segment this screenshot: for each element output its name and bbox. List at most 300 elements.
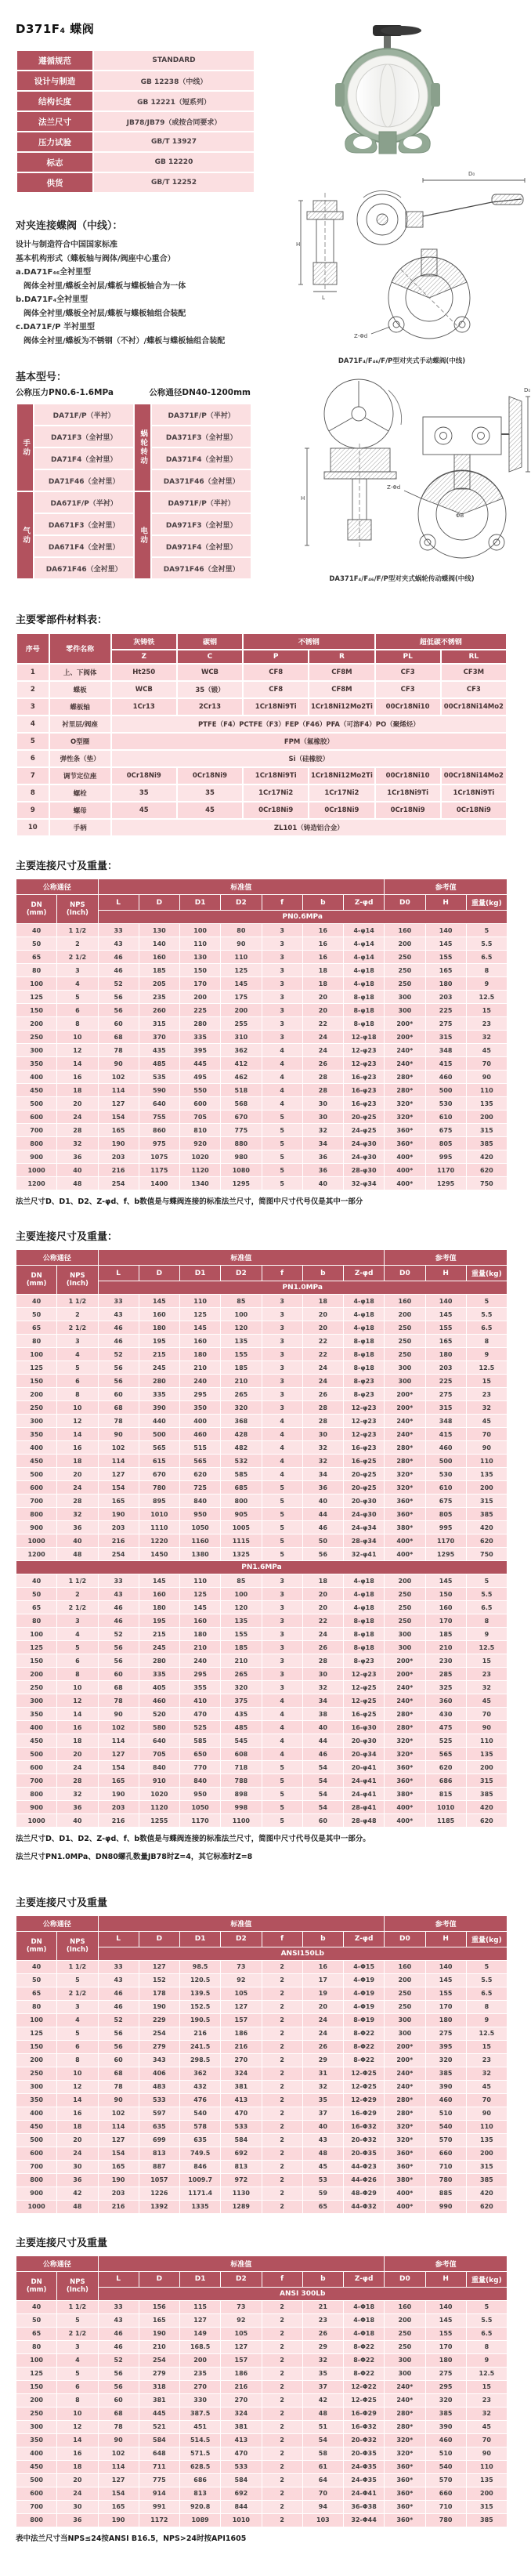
dim-cell: 250 (16, 1681, 57, 1694)
dim-cell: 315 (466, 2160, 507, 2173)
butterfly-valve-photo-graphic (318, 24, 459, 155)
dim-cell: 240* (385, 2393, 425, 2407)
dim-cell: 36 (57, 1150, 98, 1164)
column-header-line: NPS (70, 900, 85, 909)
dim-cell: 343 (139, 2053, 179, 2067)
dim-cell: 335 (180, 1031, 221, 1044)
dim-cell: 68 (98, 1681, 139, 1694)
dim-cell: 102 (98, 2107, 139, 2120)
dim-cell: 140 (425, 2300, 466, 2313)
dim-cell: 24 (57, 1761, 98, 1774)
column-header (16, 2271, 57, 2300)
dim-cell: 42 (302, 2393, 343, 2407)
standards-value: GB 12221（短系列） (93, 91, 255, 111)
dim-cell: 2 (262, 2107, 302, 2120)
dim-cell: 5 (262, 1814, 302, 1828)
dim-cell: 203 (98, 2187, 139, 2200)
dim-cell: 775 (139, 2473, 179, 2487)
model-cell: DA671F3（全衬里） (34, 513, 134, 535)
dim-cell: 190 (98, 2173, 139, 2187)
dim-cell: 2 (57, 937, 98, 951)
dim-cell: 254 (139, 2353, 179, 2367)
dim-cell: 360* (385, 1124, 425, 1137)
dim-cell: 56 (98, 1641, 139, 1654)
dim-cell: 52 (98, 2013, 139, 2027)
dim-cell: 90 (466, 2447, 507, 2460)
dim-cell: 515 (180, 1441, 221, 1455)
dim-cell: 110 (466, 1084, 507, 1097)
dim-cell: 250 (385, 1588, 425, 1601)
dim-cell: 710 (425, 2160, 466, 2173)
dim-cell: 210 (221, 1375, 262, 1388)
dim-cell: 2 1/2 (57, 951, 98, 964)
dim-cell: 597 (139, 2107, 179, 2120)
dim-cell: 155 (425, 1987, 466, 2000)
dim-cell: 390 (139, 1401, 179, 1415)
dim-cell: 4 (262, 1441, 302, 1455)
dim-cell: 52 (98, 2353, 139, 2367)
materials-cell: 1Cr17Ni2 (309, 784, 374, 802)
dim-cell: 700 (16, 1495, 57, 1508)
dim-cell: 600 (16, 2487, 57, 2500)
dim-cell: 483 (139, 2080, 179, 2093)
materials-cell: CF3 (375, 681, 441, 698)
dim-data-row (16, 1481, 508, 1495)
dim-cell: 28-φ30 (344, 1164, 385, 1177)
dim-cell: 1392 (139, 2200, 179, 2213)
dim-cell: 413 (221, 2433, 262, 2447)
dim-data-row (16, 1774, 508, 1788)
dim-cell: 165 (98, 2160, 139, 2173)
materials-cell: 0Cr18Ni9 (441, 802, 507, 819)
dim-cell: 2 (262, 2367, 302, 2380)
model-cell: DA371F3（全衬里） (151, 426, 251, 447)
dim-cell: 620 (425, 1761, 466, 1774)
dim-cell: 450 (16, 2120, 57, 2133)
pressure-band: ANSI150Lb (98, 1947, 508, 1960)
dim-cell: 813 (139, 2147, 179, 2160)
materials-cell: CF8 (243, 664, 309, 681)
dim-cell: 127 (221, 2340, 262, 2353)
dim-cell: 4 (262, 1748, 302, 1761)
dim-cell: 400 (16, 1721, 57, 1734)
dim-cell: 255 (221, 1017, 262, 1031)
dim-cell: 5 (262, 1508, 302, 1521)
dim-cell: 12.5 (466, 2027, 507, 2040)
dim-cell: 70 (466, 2093, 507, 2107)
dim-cell: 525 (425, 1734, 466, 1748)
dim-cell: 160 (385, 924, 425, 937)
dim-cell: 165 (98, 1495, 139, 1508)
dim-cell: 43 (98, 2313, 139, 2327)
dim-cell: 45 (466, 1415, 507, 1428)
dim-cell: 770 (180, 1761, 221, 1774)
dim-cell: 250 (385, 1321, 425, 1335)
dim-cell: 4 (262, 1694, 302, 1708)
dim-cell: 200* (385, 1031, 425, 1044)
column-header: H (425, 2271, 466, 2287)
dim-cell: 240 (180, 1375, 221, 1388)
dim-cell: 880 (221, 1137, 262, 1150)
dim-cell: 135 (466, 1097, 507, 1110)
dim-cell: 3 (262, 1295, 302, 1308)
drawing1-caption: DA71F₄/F₄₆/F/P型对夹式手动蝶阀(中线) (338, 357, 466, 365)
dim-cell: 4-φ14 (344, 951, 385, 964)
dim-data-row (16, 1295, 508, 1308)
dim-data-row (16, 1748, 508, 1761)
dim-cell: 145 (180, 1321, 221, 1335)
dim-cell: 50 (16, 1308, 57, 1321)
dim-cell: 64 (302, 2473, 343, 2487)
dim-cell: 521 (139, 2420, 179, 2433)
dim-cell: 813 (180, 2487, 221, 2500)
dim-cell: 428 (221, 1428, 262, 1441)
dim-cell: 324 (221, 2407, 262, 2420)
dim-cell: 16 (57, 1721, 98, 1734)
dim-cell: 110 (221, 951, 262, 964)
dim-cell: 186 (221, 2367, 262, 2380)
dim-cell: 127 (98, 1097, 139, 1110)
dim-cell: 380* (385, 1521, 425, 1534)
dim-cell: 8-φ18 (344, 1335, 385, 1348)
dim-cell: 180 (425, 2353, 466, 2367)
dim-cell: 320 (425, 2053, 466, 2067)
dim-cell: 20 (57, 1097, 98, 1110)
dim-cell: 470 (221, 2107, 262, 2120)
dim-cell: 60 (98, 2053, 139, 2067)
dim-cell: 381 (139, 2393, 179, 2407)
dim-cell: 12-φ23 (344, 1401, 385, 1415)
pressure-band: PN0.6MPa (98, 911, 508, 924)
dim-cell: 420 (466, 2187, 507, 2200)
dim-cell: 15 (466, 1004, 507, 1017)
dim-cell: 32 (302, 1681, 343, 1694)
dim-cell: 335 (139, 1388, 179, 1401)
dim-cell: 692 (221, 2147, 262, 2160)
dim-cell: 180 (425, 977, 466, 991)
dim-cell: 3 (262, 1308, 302, 1321)
dim-cell: 50 (16, 1973, 57, 1987)
dim-cell: 3 (57, 2000, 98, 2013)
dim-cell: 8 (57, 1017, 98, 1031)
dim-cell: 780 (425, 2173, 466, 2187)
dim-cell: 78 (98, 2080, 139, 2093)
materials-cell: 1Cr18Ni12Mo2Ti (309, 698, 374, 716)
dim-cell: 1120 (180, 1164, 221, 1177)
dim-cell: 5 (262, 1177, 302, 1190)
dim-cell: 200 (466, 2487, 507, 2500)
materials-row (16, 750, 507, 767)
dim-cell: 584 (139, 2433, 179, 2447)
dim-cell: 400* (385, 1548, 425, 1561)
dim-cell: 1380 (180, 1548, 221, 1561)
dim-cell: 500 (16, 1468, 57, 1481)
dim-cell: 19 (302, 1987, 343, 2000)
dim-data-row (16, 1321, 508, 1335)
dim-cell: 40 (16, 1574, 57, 1588)
dim-cell: 180 (425, 2013, 466, 2027)
dim-cell: 2 1/2 (57, 1601, 98, 1614)
dim-cell: 5 (57, 1641, 98, 1654)
dim-cell: 5 (57, 2367, 98, 2380)
dim-cell: 280* (385, 2407, 425, 2420)
dim-cell: 100 (221, 1588, 262, 1601)
dim-data-row (16, 2300, 508, 2313)
dim-cell: 28 (302, 1415, 343, 1428)
dim-cell: 16 (302, 951, 343, 964)
column-header-line: NPS (70, 2277, 85, 2286)
dim-cell: 12-φ23 (344, 1057, 385, 1071)
dim-cell: 600 (16, 2147, 57, 2160)
dim-cell: 54 (302, 1801, 343, 1814)
dim-cell: 28-φ48 (344, 1814, 385, 1828)
dim-cell: 32 (466, 2407, 507, 2420)
dim-cell: 12.5 (466, 2367, 507, 2380)
dim-cell: 385 (466, 2513, 507, 2527)
dim-cell: 150 (16, 2380, 57, 2393)
dim-cell: 415 (425, 1057, 466, 1071)
dim-cell: 580 (139, 1721, 179, 1734)
dim-cell: 805 (425, 1137, 466, 1150)
dim-cell: 20 (57, 2473, 98, 2487)
dim-cell: 755 (139, 1110, 179, 1124)
dim-cell: 1175 (139, 1164, 179, 1177)
dim-header-row (16, 1915, 508, 1931)
dim-cell: 390 (425, 2420, 466, 2433)
dim-cell: 203 (98, 1150, 139, 1164)
material-code-header: P (243, 650, 309, 664)
column-header: Z-φd (344, 2271, 385, 2287)
dim-cell: 815 (425, 1788, 466, 1801)
dim-cell: 22 (302, 1348, 343, 1361)
model-cell: DA671F4（全衬里） (34, 535, 134, 557)
dim-cell: 73 (221, 2300, 262, 2313)
dim-cell: 5 (262, 1801, 302, 1814)
dim-cell: 32 (466, 2067, 507, 2080)
dim-cell: 45 (302, 2160, 343, 2173)
dim-cell: 750 (466, 1177, 507, 1190)
column-header: D1 (180, 1266, 221, 1281)
dim-cell: 320* (385, 1748, 425, 1761)
dim-cell: 51 (302, 2420, 343, 2433)
dim-cell: 110 (466, 1734, 507, 1748)
dim-cell: 12 (57, 2080, 98, 2093)
dim-cell: 920.8 (180, 2500, 221, 2513)
dim-cell: 250 (385, 951, 425, 964)
dim-cell: 40 (302, 1177, 343, 1190)
dim-cell: 280* (385, 1071, 425, 1084)
dim-cell: 4-φ18 (344, 1321, 385, 1335)
dim-cell: 200 (180, 2353, 221, 2367)
dim-cell: 120 (221, 1601, 262, 1614)
dim-cell: 30 (302, 1110, 343, 1124)
materials-title: 主要零部件材料表： (16, 614, 108, 626)
dim-cell: 5 (262, 1761, 302, 1774)
column-header: D2 (221, 1266, 262, 1281)
materials-cell: 7 (16, 767, 49, 784)
dim-cell: 250 (16, 1031, 57, 1044)
dim-cell: 2 (262, 2093, 302, 2107)
dim-cell: 5 (262, 1495, 302, 1508)
dim-cell: 370 (139, 1031, 179, 1044)
dim-cell: 125 (221, 964, 262, 977)
dim-cell: 1295 (425, 1548, 466, 1561)
materials-cell: 1Cr18Ni9Ti (441, 784, 507, 802)
dim-cell: 800 (16, 2513, 57, 2527)
dim-cell: 2 (262, 2053, 302, 2067)
dim-cell: 1200 (16, 1548, 57, 1561)
dim-cell: 1000 (16, 2200, 57, 2213)
dim-label-zphid: Z-Φd (354, 333, 368, 339)
column-group-header: 公称通径 (16, 1915, 99, 1931)
dim-cell: 24 (57, 2487, 98, 2500)
dim-cell: 24 (302, 1628, 343, 1641)
dim-cell: 1130 (221, 2187, 262, 2200)
dim-cell: 114 (98, 1084, 139, 1097)
dim-cell: 4-Φ19 (344, 1987, 385, 2000)
dim-cell: 24-φ34 (344, 1521, 385, 1534)
dim-cell: 485 (221, 1721, 262, 1734)
dim-cell: 320* (385, 1097, 425, 1110)
dim-cell: 355 (180, 1681, 221, 1694)
dim-cell: 44 (302, 1508, 343, 1521)
dim-cell: 4-Φ19 (344, 1973, 385, 1987)
dim-cell: 195 (139, 1335, 179, 1348)
dim-cell: 16-φ23 (344, 1084, 385, 1097)
dim-cell: 648 (139, 2447, 179, 2460)
dim-cell: 190.5 (180, 2013, 221, 2027)
dim-cell: 30 (57, 2500, 98, 2513)
dim-cell: 1325 (221, 1548, 262, 1561)
column-header: D (139, 1931, 179, 1947)
dim-cell: 4 (262, 1721, 302, 1734)
dim-cell: 3 (262, 1668, 302, 1681)
dim-cell: 585 (180, 1734, 221, 1748)
dim-cell: 40 (302, 1495, 343, 1508)
dim-cell: 115 (180, 2300, 221, 2313)
dim-cell: 295 (180, 1388, 221, 1401)
dim-cell: 2 (262, 2000, 302, 2013)
dim-data-row (16, 1973, 508, 1987)
dim-cell: 20-Φ32 (344, 2433, 385, 2447)
dim-cell: 4 (57, 1348, 98, 1361)
dim-cell: 1009.7 (180, 2173, 221, 2187)
dim-cell: 100 (16, 2013, 57, 2027)
dim-cell: 2 (262, 2487, 302, 2500)
dim-cell: 14 (57, 2433, 98, 2447)
dim-cell: 5 (262, 1521, 302, 1534)
dim-cell: 10 (57, 2067, 98, 2080)
dim-data-row (16, 1508, 508, 1521)
dim-cell: 4 (262, 1428, 302, 1441)
dim-cell: 90 (466, 2107, 507, 2120)
dim-data-row (16, 2173, 508, 2187)
dim-cell: 20 (57, 1468, 98, 1481)
dim-cell: 400* (385, 1534, 425, 1548)
dim-cell: 2 (262, 2327, 302, 2340)
dim-cell: 435 (139, 1044, 179, 1057)
dim-cell: 180 (139, 1321, 179, 1335)
dim-cell: 240* (385, 2080, 425, 2093)
dim-cell: 145 (425, 937, 466, 951)
dim-cell: 127 (139, 1960, 179, 1973)
dim-cell: 165 (98, 1774, 139, 1788)
dim-cell: 5 (262, 1481, 302, 1495)
dim-cell: 1255 (139, 1814, 179, 1828)
dim-cell: 846 (180, 2160, 221, 2173)
column-group-header: 参考值 (385, 879, 508, 895)
dim-cell: 102 (98, 1441, 139, 1455)
dim-cell: 420 (466, 1521, 507, 1534)
dim-cell: 235 (180, 2367, 221, 2380)
dim-data-row (16, 1375, 508, 1388)
dim-data-row (16, 1654, 508, 1668)
column-header: H (425, 895, 466, 911)
dim-cell: 2 (262, 2160, 302, 2173)
dim-cell: 90 (98, 1428, 139, 1441)
dim-cell: 78 (98, 1044, 139, 1057)
dim-cell: 500 (16, 2133, 57, 2147)
dim-cell: 210 (139, 2340, 179, 2353)
dim-cell: 68 (98, 1031, 139, 1044)
dim-cell: 114 (98, 1734, 139, 1748)
dim-cell: 5 (262, 1534, 302, 1548)
dim-cell: 285 (425, 1668, 466, 1681)
dim-cell: 24-Φ35 (344, 2473, 385, 2487)
dim-cell: 692 (221, 2487, 262, 2500)
dim-cell: 60 (98, 1388, 139, 1401)
materials-cell: 调节定位座 (49, 767, 111, 784)
dim-cell: 1 1/2 (57, 924, 98, 937)
dim-cell: 500 (425, 1455, 466, 1468)
materials-cell: CF8 (243, 681, 309, 698)
dim-data-row (16, 2487, 508, 2500)
materials-cell: 1Cr18Ni12Mo2Ti (309, 767, 374, 784)
dim-cell: 32 (302, 1124, 343, 1137)
dim-cell: 8 (466, 964, 507, 977)
dim-cell: 125 (16, 2027, 57, 2040)
dim-cell: 43 (302, 2133, 343, 2147)
intro-line: c.DA71F/P 半衬里型 (16, 323, 95, 332)
dim-cell: 56 (302, 1548, 343, 1561)
dim-cell: 1115 (221, 1534, 262, 1548)
dim-cell: 718 (221, 1761, 262, 1774)
dim-cell: 3 (262, 991, 302, 1004)
dim-cell: 532 (221, 1455, 262, 1468)
dim-data-row (16, 2353, 508, 2367)
materials-row (16, 681, 507, 698)
dim-table-2-title: 主要连接尺寸及重量： (16, 1231, 118, 1244)
dim-table-2-note-2: 法兰尺寸PN1.0MPa、DN80螺孔数量JB78时Z=4，其它标准时Z=8 (16, 1852, 253, 1861)
dim-cell: 127 (98, 1468, 139, 1481)
materials-cell: 1Cr18Ni9Ti (243, 767, 309, 784)
dim-cell: 16-Φ32 (344, 2420, 385, 2433)
dim-cell: 3 (262, 1654, 302, 1668)
dim-cell: 240* (385, 1694, 425, 1708)
dim-cell: 200 (466, 1110, 507, 1124)
dim-cell: 250 (16, 2407, 57, 2420)
dim-cell: 80 (16, 2340, 57, 2353)
dim-cell: 70 (466, 2433, 507, 2447)
dim-cell: 1170 (180, 1814, 221, 1828)
dim-cell: 8 (57, 2393, 98, 2407)
dim-cell: 210 (180, 1361, 221, 1375)
intro-line: 基本机构形式（蝶板轴与阀体/阀座中心重合） (16, 254, 175, 263)
dim-data-row (16, 1110, 508, 1124)
dim-cell: 360* (385, 2473, 425, 2487)
dim-cell: 670 (139, 1468, 179, 1481)
column-group-header: 公称通径 (16, 2255, 99, 2271)
